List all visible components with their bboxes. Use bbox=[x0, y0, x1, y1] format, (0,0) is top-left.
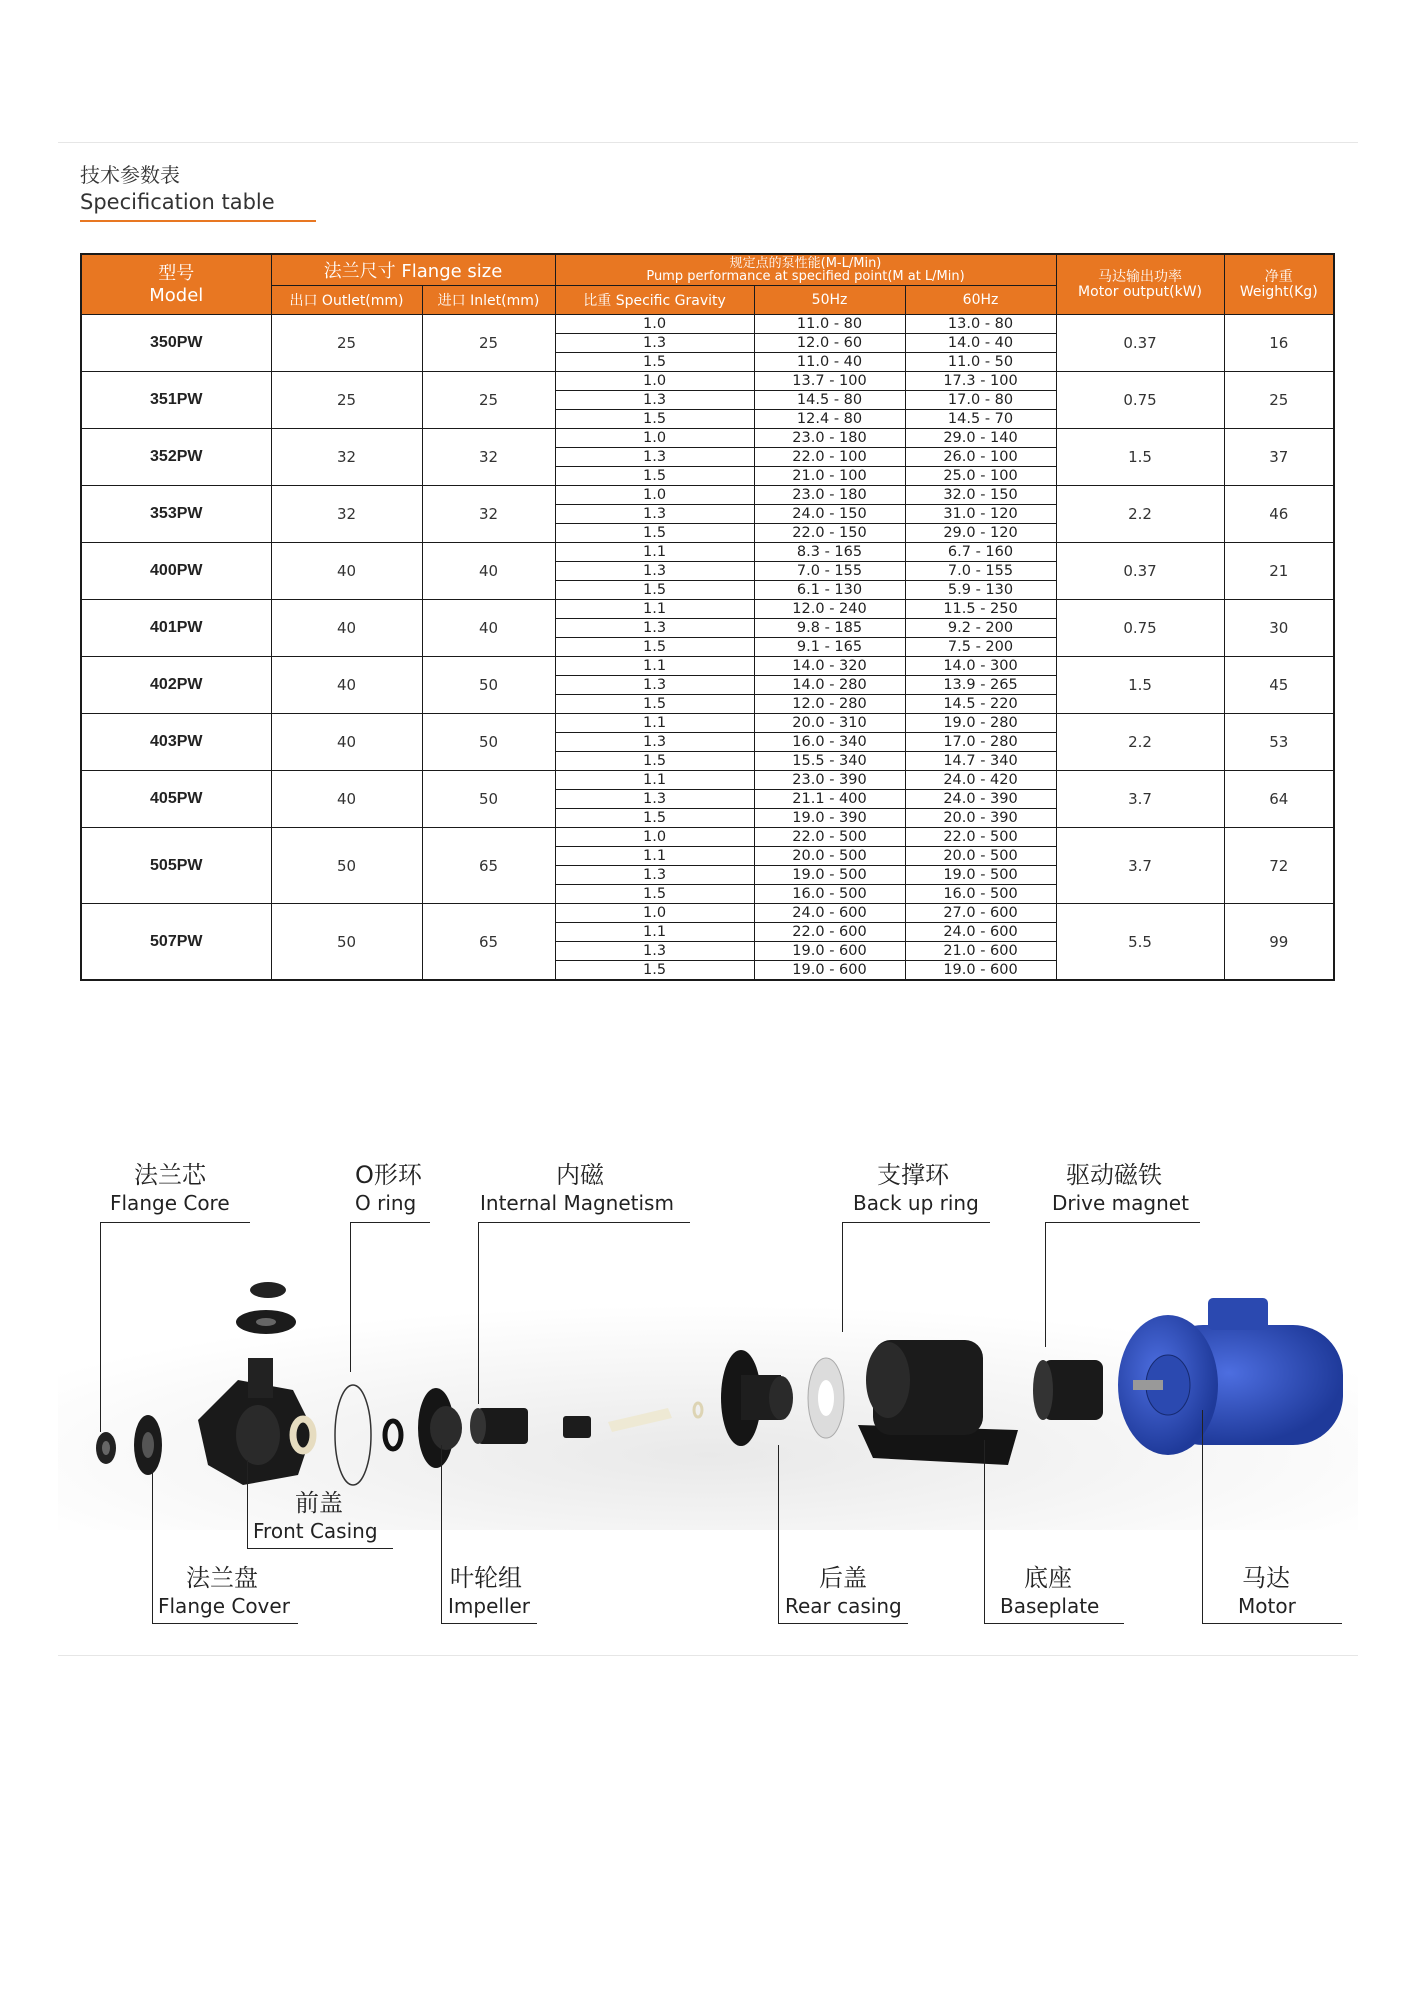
inlet-cell: 65 bbox=[422, 904, 555, 981]
label-rear-casing-cn: 后盖 bbox=[819, 1564, 867, 1592]
perf-60hz-cell: 14.5 - 220 bbox=[905, 695, 1056, 714]
perf-60hz-cell: 19.0 - 280 bbox=[905, 714, 1056, 733]
perf-60hz-cell: 7.5 - 200 bbox=[905, 638, 1056, 657]
model-cell: 401PW bbox=[81, 600, 271, 657]
perf-50hz-cell: 15.5 - 340 bbox=[754, 752, 905, 771]
drive-magnet-part bbox=[1033, 1360, 1103, 1420]
table-row bbox=[81, 315, 1334, 334]
gravity-cell: 1.5 bbox=[555, 752, 754, 771]
header-pump-cn: 规定点的泵性能(M-L/Min) bbox=[729, 256, 882, 271]
weight-cell: 45 bbox=[1224, 657, 1334, 714]
gravity-cell: 1.3 bbox=[555, 866, 754, 885]
perf-60hz-cell: 22.0 - 500 bbox=[905, 828, 1056, 847]
header-motor-en: Motor output(kW) bbox=[1078, 283, 1203, 300]
gravity-cell: 1.5 bbox=[555, 524, 754, 543]
perf-60hz-cell: 19.0 - 500 bbox=[905, 866, 1056, 885]
weight-cell: 25 bbox=[1224, 372, 1334, 429]
outlet-cell: 40 bbox=[271, 543, 422, 600]
perf-60hz-cell: 6.7 - 160 bbox=[905, 543, 1056, 562]
table-row bbox=[81, 486, 1334, 505]
perf-60hz-cell: 17.0 - 80 bbox=[905, 391, 1056, 410]
header-inlet: 进口 Inlet(mm) bbox=[422, 286, 555, 315]
perf-60hz-cell: 11.0 - 50 bbox=[905, 353, 1056, 372]
perf-60hz-cell: 5.9 - 130 bbox=[905, 581, 1056, 600]
gravity-cell: 1.1 bbox=[555, 657, 754, 676]
gravity-cell: 1.0 bbox=[555, 486, 754, 505]
perf-50hz-cell: 20.0 - 500 bbox=[754, 847, 905, 866]
label-front-casing bbox=[253, 1488, 378, 1544]
leader-impeller-v bbox=[441, 1445, 442, 1623]
perf-50hz-cell: 22.0 - 150 bbox=[754, 524, 905, 543]
gravity-cell: 1.5 bbox=[555, 410, 754, 429]
perf-50hz-cell: 19.0 - 390 bbox=[754, 809, 905, 828]
weight-cell: 46 bbox=[1224, 486, 1334, 543]
label-drive-magnet-cn: 驱动磁铁 bbox=[1066, 1161, 1162, 1189]
label-flange-core-cn: 法兰芯 bbox=[134, 1161, 206, 1189]
gravity-cell: 1.5 bbox=[555, 467, 754, 486]
model-cell: 403PW bbox=[81, 714, 271, 771]
gravity-cell: 1.1 bbox=[555, 923, 754, 942]
outlet-cell: 40 bbox=[271, 600, 422, 657]
label-motor-en: Motor bbox=[1238, 1594, 1296, 1618]
gravity-cell: 1.1 bbox=[555, 600, 754, 619]
motor-output-cell: 0.37 bbox=[1056, 315, 1224, 372]
header-weight bbox=[1224, 254, 1334, 315]
weight-cell: 99 bbox=[1224, 904, 1334, 981]
table-row bbox=[81, 828, 1334, 847]
gravity-cell: 1.0 bbox=[555, 372, 754, 391]
table-row bbox=[81, 372, 1334, 391]
header-motor bbox=[1056, 254, 1224, 315]
label-internal-magnetism bbox=[480, 1160, 674, 1216]
weight-cell: 64 bbox=[1224, 771, 1334, 828]
perf-60hz-cell: 11.5 - 250 bbox=[905, 600, 1056, 619]
perf-60hz-cell: 24.0 - 420 bbox=[905, 771, 1056, 790]
outlet-cell: 40 bbox=[271, 657, 422, 714]
perf-50hz-cell: 12.4 - 80 bbox=[754, 410, 905, 429]
label-o-ring bbox=[355, 1160, 422, 1216]
perf-50hz-cell: 6.1 - 130 bbox=[754, 581, 905, 600]
perf-50hz-cell: 12.0 - 240 bbox=[754, 600, 905, 619]
perf-60hz-cell: 17.0 - 280 bbox=[905, 733, 1056, 752]
perf-50hz-cell: 19.0 - 600 bbox=[754, 961, 905, 981]
perf-60hz-cell: 20.0 - 390 bbox=[905, 809, 1056, 828]
perf-60hz-cell: 13.9 - 265 bbox=[905, 676, 1056, 695]
perf-60hz-cell: 29.0 - 140 bbox=[905, 429, 1056, 448]
header-outlet: 出口 Outlet(mm) bbox=[271, 286, 422, 315]
outlet-cell: 50 bbox=[271, 828, 422, 904]
outlet-cell: 32 bbox=[271, 429, 422, 486]
gravity-cell: 1.3 bbox=[555, 619, 754, 638]
perf-60hz-cell: 14.5 - 70 bbox=[905, 410, 1056, 429]
perf-50hz-cell: 23.0 - 180 bbox=[754, 429, 905, 448]
gravity-cell: 1.1 bbox=[555, 543, 754, 562]
gravity-cell: 1.5 bbox=[555, 353, 754, 372]
spec-table bbox=[80, 253, 1335, 981]
header-flange: 法兰尺寸 Flange size bbox=[271, 254, 555, 286]
header-60hz: 60Hz bbox=[905, 286, 1056, 315]
label-impeller-en: Impeller bbox=[448, 1594, 531, 1618]
model-cell: 402PW bbox=[81, 657, 271, 714]
label-o-ring-cn: O形环 bbox=[355, 1161, 422, 1189]
label-drive-magnet bbox=[1052, 1160, 1189, 1216]
leader-internal-magnetism-v bbox=[478, 1222, 479, 1404]
perf-60hz-cell: 24.0 - 600 bbox=[905, 923, 1056, 942]
inlet-cell: 32 bbox=[422, 486, 555, 543]
weight-cell: 37 bbox=[1224, 429, 1334, 486]
inlet-cell: 25 bbox=[422, 315, 555, 372]
gravity-cell: 1.0 bbox=[555, 904, 754, 923]
outlet-cell: 25 bbox=[271, 315, 422, 372]
header-pump-en: Pump performance at specified point(M at L/Min) bbox=[646, 269, 965, 284]
inlet-cell: 25 bbox=[422, 372, 555, 429]
label-back-up-ring-en: Back up ring bbox=[853, 1191, 979, 1215]
gravity-cell: 1.5 bbox=[555, 809, 754, 828]
table-row bbox=[81, 429, 1334, 448]
gravity-cell: 1.1 bbox=[555, 771, 754, 790]
perf-60hz-cell: 19.0 - 600 bbox=[905, 961, 1056, 981]
leader-front-casing-v bbox=[247, 1460, 248, 1548]
leader-baseplate-v bbox=[984, 1440, 985, 1623]
weight-cell: 30 bbox=[1224, 600, 1334, 657]
outlet-cell: 50 bbox=[271, 904, 422, 981]
label-impeller bbox=[448, 1563, 530, 1619]
perf-50hz-cell: 9.1 - 165 bbox=[754, 638, 905, 657]
perf-50hz-cell: 23.0 - 390 bbox=[754, 771, 905, 790]
perf-50hz-cell: 14.0 - 280 bbox=[754, 676, 905, 695]
leader-motor-h bbox=[1202, 1623, 1342, 1624]
internal-magnet-part bbox=[470, 1408, 528, 1444]
model-cell: 400PW bbox=[81, 543, 271, 600]
label-back-up-ring-cn: 支撑环 bbox=[877, 1161, 949, 1189]
perf-60hz-cell: 21.0 - 600 bbox=[905, 942, 1056, 961]
leader-motor-v bbox=[1202, 1410, 1203, 1623]
label-front-casing-en: Front Casing bbox=[253, 1519, 378, 1543]
leader-impeller-h bbox=[441, 1623, 537, 1624]
perf-50hz-cell: 22.0 - 500 bbox=[754, 828, 905, 847]
table-row bbox=[81, 600, 1334, 619]
header-model bbox=[81, 254, 271, 315]
leader-drive-magnet-v bbox=[1045, 1222, 1046, 1347]
perf-60hz-cell: 29.0 - 120 bbox=[905, 524, 1056, 543]
model-cell: 507PW bbox=[81, 904, 271, 981]
inlet-cell: 50 bbox=[422, 657, 555, 714]
table-row bbox=[81, 714, 1334, 733]
inlet-cell: 32 bbox=[422, 429, 555, 486]
header-weight-en: Weight(Kg) bbox=[1239, 283, 1318, 300]
bottom-divider bbox=[58, 1655, 1358, 1656]
label-baseplate-cn: 底座 bbox=[1024, 1564, 1072, 1592]
header-50hz: 50Hz bbox=[754, 286, 905, 315]
perf-60hz-cell: 14.0 - 40 bbox=[905, 334, 1056, 353]
inlet-cell: 50 bbox=[422, 771, 555, 828]
label-impeller-cn: 叶轮组 bbox=[450, 1564, 522, 1592]
gravity-cell: 1.1 bbox=[555, 847, 754, 866]
perf-50hz-cell: 19.0 - 500 bbox=[754, 866, 905, 885]
header-gravity: 比重 Specific Gravity bbox=[555, 286, 754, 315]
gravity-cell: 1.3 bbox=[555, 334, 754, 353]
perf-60hz-cell: 9.2 - 200 bbox=[905, 619, 1056, 638]
leader-back-up-ring-v bbox=[842, 1222, 843, 1332]
gravity-cell: 1.5 bbox=[555, 695, 754, 714]
back-up-ring-part bbox=[808, 1358, 844, 1438]
label-rear-casing-en: Rear casing bbox=[785, 1594, 902, 1618]
leader-flange-cover-h bbox=[152, 1623, 298, 1624]
model-cell: 405PW bbox=[81, 771, 271, 828]
inlet-cell: 40 bbox=[422, 600, 555, 657]
weight-cell: 72 bbox=[1224, 828, 1334, 904]
model-cell: 505PW bbox=[81, 828, 271, 904]
model-cell: 350PW bbox=[81, 315, 271, 372]
outlet-cell: 40 bbox=[271, 714, 422, 771]
leader-o-ring-v bbox=[350, 1222, 351, 1372]
perf-50hz-cell: 24.0 - 150 bbox=[754, 505, 905, 524]
perf-50hz-cell: 13.7 - 100 bbox=[754, 372, 905, 391]
perf-50hz-cell: 21.1 - 400 bbox=[754, 790, 905, 809]
top-divider bbox=[58, 142, 1358, 143]
perf-60hz-cell: 32.0 - 150 bbox=[905, 486, 1056, 505]
gravity-cell: 1.3 bbox=[555, 562, 754, 581]
perf-50hz-cell: 24.0 - 600 bbox=[754, 904, 905, 923]
gravity-cell: 1.0 bbox=[555, 429, 754, 448]
header-model-en: Model bbox=[149, 284, 204, 306]
perf-50hz-cell: 8.3 - 165 bbox=[754, 543, 905, 562]
perf-60hz-cell: 14.0 - 300 bbox=[905, 657, 1056, 676]
gravity-cell: 1.3 bbox=[555, 790, 754, 809]
inlet-cell: 50 bbox=[422, 714, 555, 771]
perf-50hz-cell: 11.0 - 80 bbox=[754, 315, 905, 334]
perf-60hz-cell: 17.3 - 100 bbox=[905, 372, 1056, 391]
label-motor-cn: 马达 bbox=[1242, 1564, 1290, 1592]
perf-50hz-cell: 16.0 - 340 bbox=[754, 733, 905, 752]
label-internal-magnetism-cn: 内磁 bbox=[556, 1161, 604, 1189]
perf-50hz-cell: 19.0 - 600 bbox=[754, 942, 905, 961]
gravity-cell: 1.3 bbox=[555, 942, 754, 961]
perf-50hz-cell: 21.0 - 100 bbox=[754, 467, 905, 486]
perf-60hz-cell: 26.0 - 100 bbox=[905, 448, 1056, 467]
motor-output-cell: 1.5 bbox=[1056, 429, 1224, 486]
header-pump bbox=[555, 254, 1056, 286]
outlet-cell: 25 bbox=[271, 372, 422, 429]
perf-60hz-cell: 13.0 - 80 bbox=[905, 315, 1056, 334]
table-row bbox=[81, 543, 1334, 562]
perf-60hz-cell: 16.0 - 500 bbox=[905, 885, 1056, 904]
perf-60hz-cell: 14.7 - 340 bbox=[905, 752, 1056, 771]
perf-50hz-cell: 22.0 - 600 bbox=[754, 923, 905, 942]
perf-50hz-cell: 14.5 - 80 bbox=[754, 391, 905, 410]
leader-drive-magnet-h bbox=[1045, 1222, 1200, 1223]
table-row bbox=[81, 657, 1334, 676]
perf-60hz-cell: 27.0 - 600 bbox=[905, 904, 1056, 923]
leader-back-up-ring-h bbox=[842, 1222, 990, 1223]
label-flange-cover-cn: 法兰盘 bbox=[186, 1564, 258, 1592]
label-rear-casing bbox=[785, 1563, 902, 1619]
label-flange-cover bbox=[158, 1563, 290, 1619]
gravity-cell: 1.3 bbox=[555, 733, 754, 752]
header-weight-cn: 净重 bbox=[1264, 268, 1293, 285]
inlet-cell: 40 bbox=[422, 543, 555, 600]
perf-50hz-cell: 14.0 - 320 bbox=[754, 657, 905, 676]
gravity-cell: 1.3 bbox=[555, 676, 754, 695]
header-motor-cn: 马达输出功率 bbox=[1098, 268, 1183, 285]
leader-o-ring-h bbox=[350, 1222, 430, 1223]
label-flange-core-en: Flange Core bbox=[110, 1191, 230, 1215]
motor-output-cell: 1.5 bbox=[1056, 657, 1224, 714]
bushing-part bbox=[563, 1416, 591, 1438]
leader-front-casing-h bbox=[247, 1548, 393, 1549]
gravity-cell: 1.5 bbox=[555, 961, 754, 981]
label-front-casing-cn: 前盖 bbox=[295, 1489, 343, 1517]
motor-output-cell: 3.7 bbox=[1056, 828, 1224, 904]
motor-output-cell: 5.5 bbox=[1056, 904, 1224, 981]
label-flange-cover-en: Flange Cover bbox=[158, 1594, 290, 1618]
leader-flange-cover-v bbox=[152, 1470, 153, 1623]
gravity-cell: 1.5 bbox=[555, 885, 754, 904]
leader-flange-core-v bbox=[100, 1222, 101, 1432]
spec-table-body bbox=[81, 315, 1334, 981]
motor-output-cell: 2.2 bbox=[1056, 714, 1224, 771]
gravity-cell: 1.5 bbox=[555, 638, 754, 657]
section-title-en: Specification table bbox=[80, 190, 275, 214]
weight-cell: 16 bbox=[1224, 315, 1334, 372]
header-model-cn: 型号 bbox=[158, 262, 195, 284]
gravity-cell: 1.0 bbox=[555, 315, 754, 334]
motor-output-cell: 0.37 bbox=[1056, 543, 1224, 600]
perf-50hz-cell: 20.0 - 310 bbox=[754, 714, 905, 733]
model-cell: 351PW bbox=[81, 372, 271, 429]
flange-cover-part bbox=[134, 1415, 162, 1475]
perf-60hz-cell: 31.0 - 120 bbox=[905, 505, 1056, 524]
perf-50hz-cell: 12.0 - 280 bbox=[754, 695, 905, 714]
model-cell: 352PW bbox=[81, 429, 271, 486]
gravity-cell: 1.0 bbox=[555, 828, 754, 847]
leader-baseplate-h bbox=[984, 1623, 1124, 1624]
leader-rear-casing-h bbox=[778, 1623, 908, 1624]
label-back-up-ring bbox=[853, 1160, 979, 1216]
perf-60hz-cell: 25.0 - 100 bbox=[905, 467, 1056, 486]
label-baseplate bbox=[1000, 1563, 1099, 1619]
weight-cell: 53 bbox=[1224, 714, 1334, 771]
label-flange-core bbox=[110, 1160, 230, 1216]
model-cell: 353PW bbox=[81, 486, 271, 543]
label-internal-magnetism-en: Internal Magnetism bbox=[480, 1191, 674, 1215]
perf-60hz-cell: 24.0 - 390 bbox=[905, 790, 1056, 809]
outlet-cell: 32 bbox=[271, 486, 422, 543]
perf-50hz-cell: 7.0 - 155 bbox=[754, 562, 905, 581]
motor-output-cell: 0.75 bbox=[1056, 372, 1224, 429]
gravity-cell: 1.3 bbox=[555, 505, 754, 524]
weight-cell: 21 bbox=[1224, 543, 1334, 600]
outlet-cell: 40 bbox=[271, 771, 422, 828]
section-title-cn: 技术参数表 bbox=[80, 163, 180, 187]
perf-50hz-cell: 23.0 - 180 bbox=[754, 486, 905, 505]
leader-rear-casing-v bbox=[778, 1445, 779, 1623]
table-row bbox=[81, 771, 1334, 790]
perf-50hz-cell: 9.8 - 185 bbox=[754, 619, 905, 638]
gravity-cell: 1.3 bbox=[555, 391, 754, 410]
perf-50hz-cell: 11.0 - 40 bbox=[754, 353, 905, 372]
leader-flange-core-h bbox=[100, 1222, 250, 1223]
title-underline bbox=[80, 220, 316, 222]
perf-50hz-cell: 12.0 - 60 bbox=[754, 334, 905, 353]
label-baseplate-en: Baseplate bbox=[1000, 1594, 1100, 1618]
section-title bbox=[80, 162, 275, 216]
motor-output-cell: 3.7 bbox=[1056, 771, 1224, 828]
flange-core-part bbox=[96, 1432, 116, 1464]
gravity-cell: 1.1 bbox=[555, 714, 754, 733]
inlet-cell: 65 bbox=[422, 828, 555, 904]
label-o-ring-en: O ring bbox=[355, 1191, 417, 1215]
perf-50hz-cell: 22.0 - 100 bbox=[754, 448, 905, 467]
gravity-cell: 1.5 bbox=[555, 581, 754, 600]
motor-output-cell: 2.2 bbox=[1056, 486, 1224, 543]
label-motor bbox=[1238, 1563, 1296, 1619]
motor-output-cell: 0.75 bbox=[1056, 600, 1224, 657]
leader-internal-magnetism-h bbox=[478, 1222, 690, 1223]
perf-60hz-cell: 7.0 - 155 bbox=[905, 562, 1056, 581]
gravity-cell: 1.3 bbox=[555, 448, 754, 467]
perf-60hz-cell: 20.0 - 500 bbox=[905, 847, 1056, 866]
label-drive-magnet-en: Drive magnet bbox=[1052, 1191, 1189, 1215]
perf-50hz-cell: 16.0 - 500 bbox=[754, 885, 905, 904]
table-row bbox=[81, 904, 1334, 923]
